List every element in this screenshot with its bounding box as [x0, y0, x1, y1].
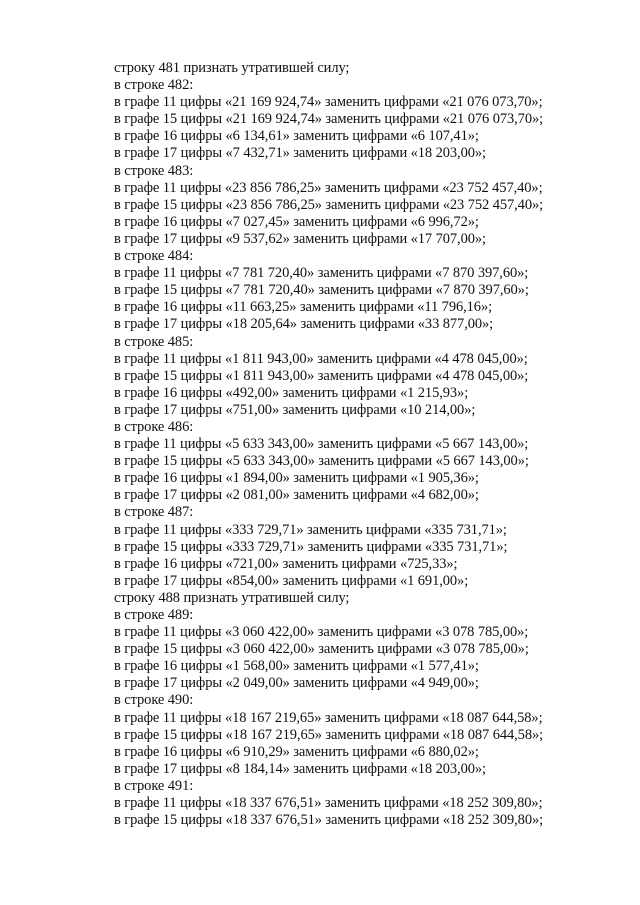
document-line: в графе 11 цифры «1 811 943,00» заменить цифрами «4 478 045,00»; — [114, 350, 528, 367]
document-line: в строке 484: — [114, 248, 194, 265]
document-line: в графе 15 цифры «18 337 676,51» заменить цифрами «18 252 309,80»; — [114, 812, 544, 829]
document-line: в строке 487: — [114, 504, 194, 521]
document-line: в графе 15 цифры «21 169 924,74» заменить цифрами «21 076 073,70»; — [114, 111, 544, 128]
document-line: в графе 11 цифры «333 729,71» заменить цифрами «335 731,71»; — [114, 521, 507, 538]
document-line: в графе 16 цифры «11 663,25» заменить цифрами «11 796,16»; — [114, 299, 493, 316]
document-line: в строке 485: — [114, 333, 194, 350]
document-line: в графе 17 цифры «854,00» заменить цифрами «1 691,00»; — [114, 572, 469, 589]
document-line: в графе 11 цифры «18 337 676,51» заменить цифрами «18 252 309,80»; — [114, 795, 543, 812]
document-line: в графе 15 цифры «1 811 943,00» заменить цифрами «4 478 045,00»; — [114, 367, 529, 384]
document-line: в графе 16 цифры «6 134,61» заменить цифрами «6 107,41»; — [114, 128, 479, 145]
document-line: в графе 11 цифры «18 167 219,65» заменить цифрами «18 087 644,58»; — [114, 709, 543, 726]
document-line: в графе 11 цифры «7 781 720,40» заменить цифрами «7 870 397,60»; — [114, 265, 529, 282]
document-line: в графе 15 цифры «5 633 343,00» заменить цифрами «5 667 143,00»; — [114, 453, 529, 470]
document-line: в строке 490: — [114, 692, 194, 709]
document-line: в графе 17 цифры «18 205,64» заменить цифрами «33 877,00»; — [114, 316, 494, 333]
document-line: в графе 16 цифры «1 894,00» заменить цифрами «1 905,36»; — [114, 470, 479, 487]
document-line: в графе 16 цифры «492,00» заменить цифрами «1 215,93»; — [114, 384, 469, 401]
document-line: в графе 15 цифры «18 167 219,65» заменить цифрами «18 087 644,58»; — [114, 726, 544, 743]
document-line: в графе 11 цифры «23 856 786,25» заменить цифрами «23 752 457,40»; — [114, 179, 543, 196]
document-line: в строке 486: — [114, 418, 194, 435]
document-line: в графе 11 цифры «21 169 924,74» заменить цифрами «21 076 073,70»; — [114, 94, 543, 111]
document-line: в графе 15 цифры «3 060 422,00» заменить цифрами «3 078 785,00»; — [114, 641, 529, 658]
document-line: строку 481 признать утратившей силу; — [114, 60, 350, 76]
document-line: в графе 15 цифры «333 729,71» заменить цифрами «335 731,71»; — [114, 538, 508, 555]
document-line: в графе 17 цифры «2 081,00» заменить цифрами «4 682,00»; — [114, 487, 479, 504]
document-line: в строке 482: — [114, 77, 194, 94]
document-line: в строке 489: — [114, 607, 194, 623]
document-line: в графе 17 цифры «7 432,71» заменить цифрами «18 203,00»; — [114, 145, 486, 162]
amendment-lines — [114, 60, 614, 829]
document-line: в графе 17 цифры «2 049,00» заменить цифрами «4 949,00»; — [114, 675, 479, 692]
document-line: в графе 11 цифры «3 060 422,00» заменить цифрами «3 078 785,00»; — [114, 624, 529, 641]
document-line: в графе 16 цифры «721,00» заменить цифрами «725,33»; — [114, 555, 458, 572]
document-line: в строке 483: — [114, 162, 194, 179]
document-line: в графе 15 цифры «7 781 720,40» заменить цифрами «7 870 397,60»; — [114, 282, 529, 299]
document-line: в строке 491: — [114, 777, 194, 794]
document-line: в графе 17 цифры «751,00» заменить цифрами «10 214,00»; — [114, 401, 476, 418]
document-line: в графе 17 цифры «8 184,14» заменить цифрами «18 203,00»; — [114, 760, 486, 777]
document-line: в графе 15 цифры «23 856 786,25» заменить цифрами «23 752 457,40»; — [114, 196, 544, 213]
document-line: в графе 16 цифры «6 910,29» заменить цифрами «6 880,02»; — [114, 743, 479, 760]
document-line: в графе 17 цифры «9 537,62» заменить цифрами «17 707,00»; — [114, 230, 486, 247]
document-line: в графе 16 цифры «1 568,00» заменить цифрами «1 577,41»; — [114, 658, 479, 675]
document-line: строку 488 признать утратившей силу; — [114, 589, 350, 606]
document-line: в графе 11 цифры «5 633 343,00» заменить цифрами «5 667 143,00»; — [114, 436, 529, 453]
document-line: в графе 16 цифры «7 027,45» заменить цифрами «6 996,72»; — [114, 213, 479, 230]
